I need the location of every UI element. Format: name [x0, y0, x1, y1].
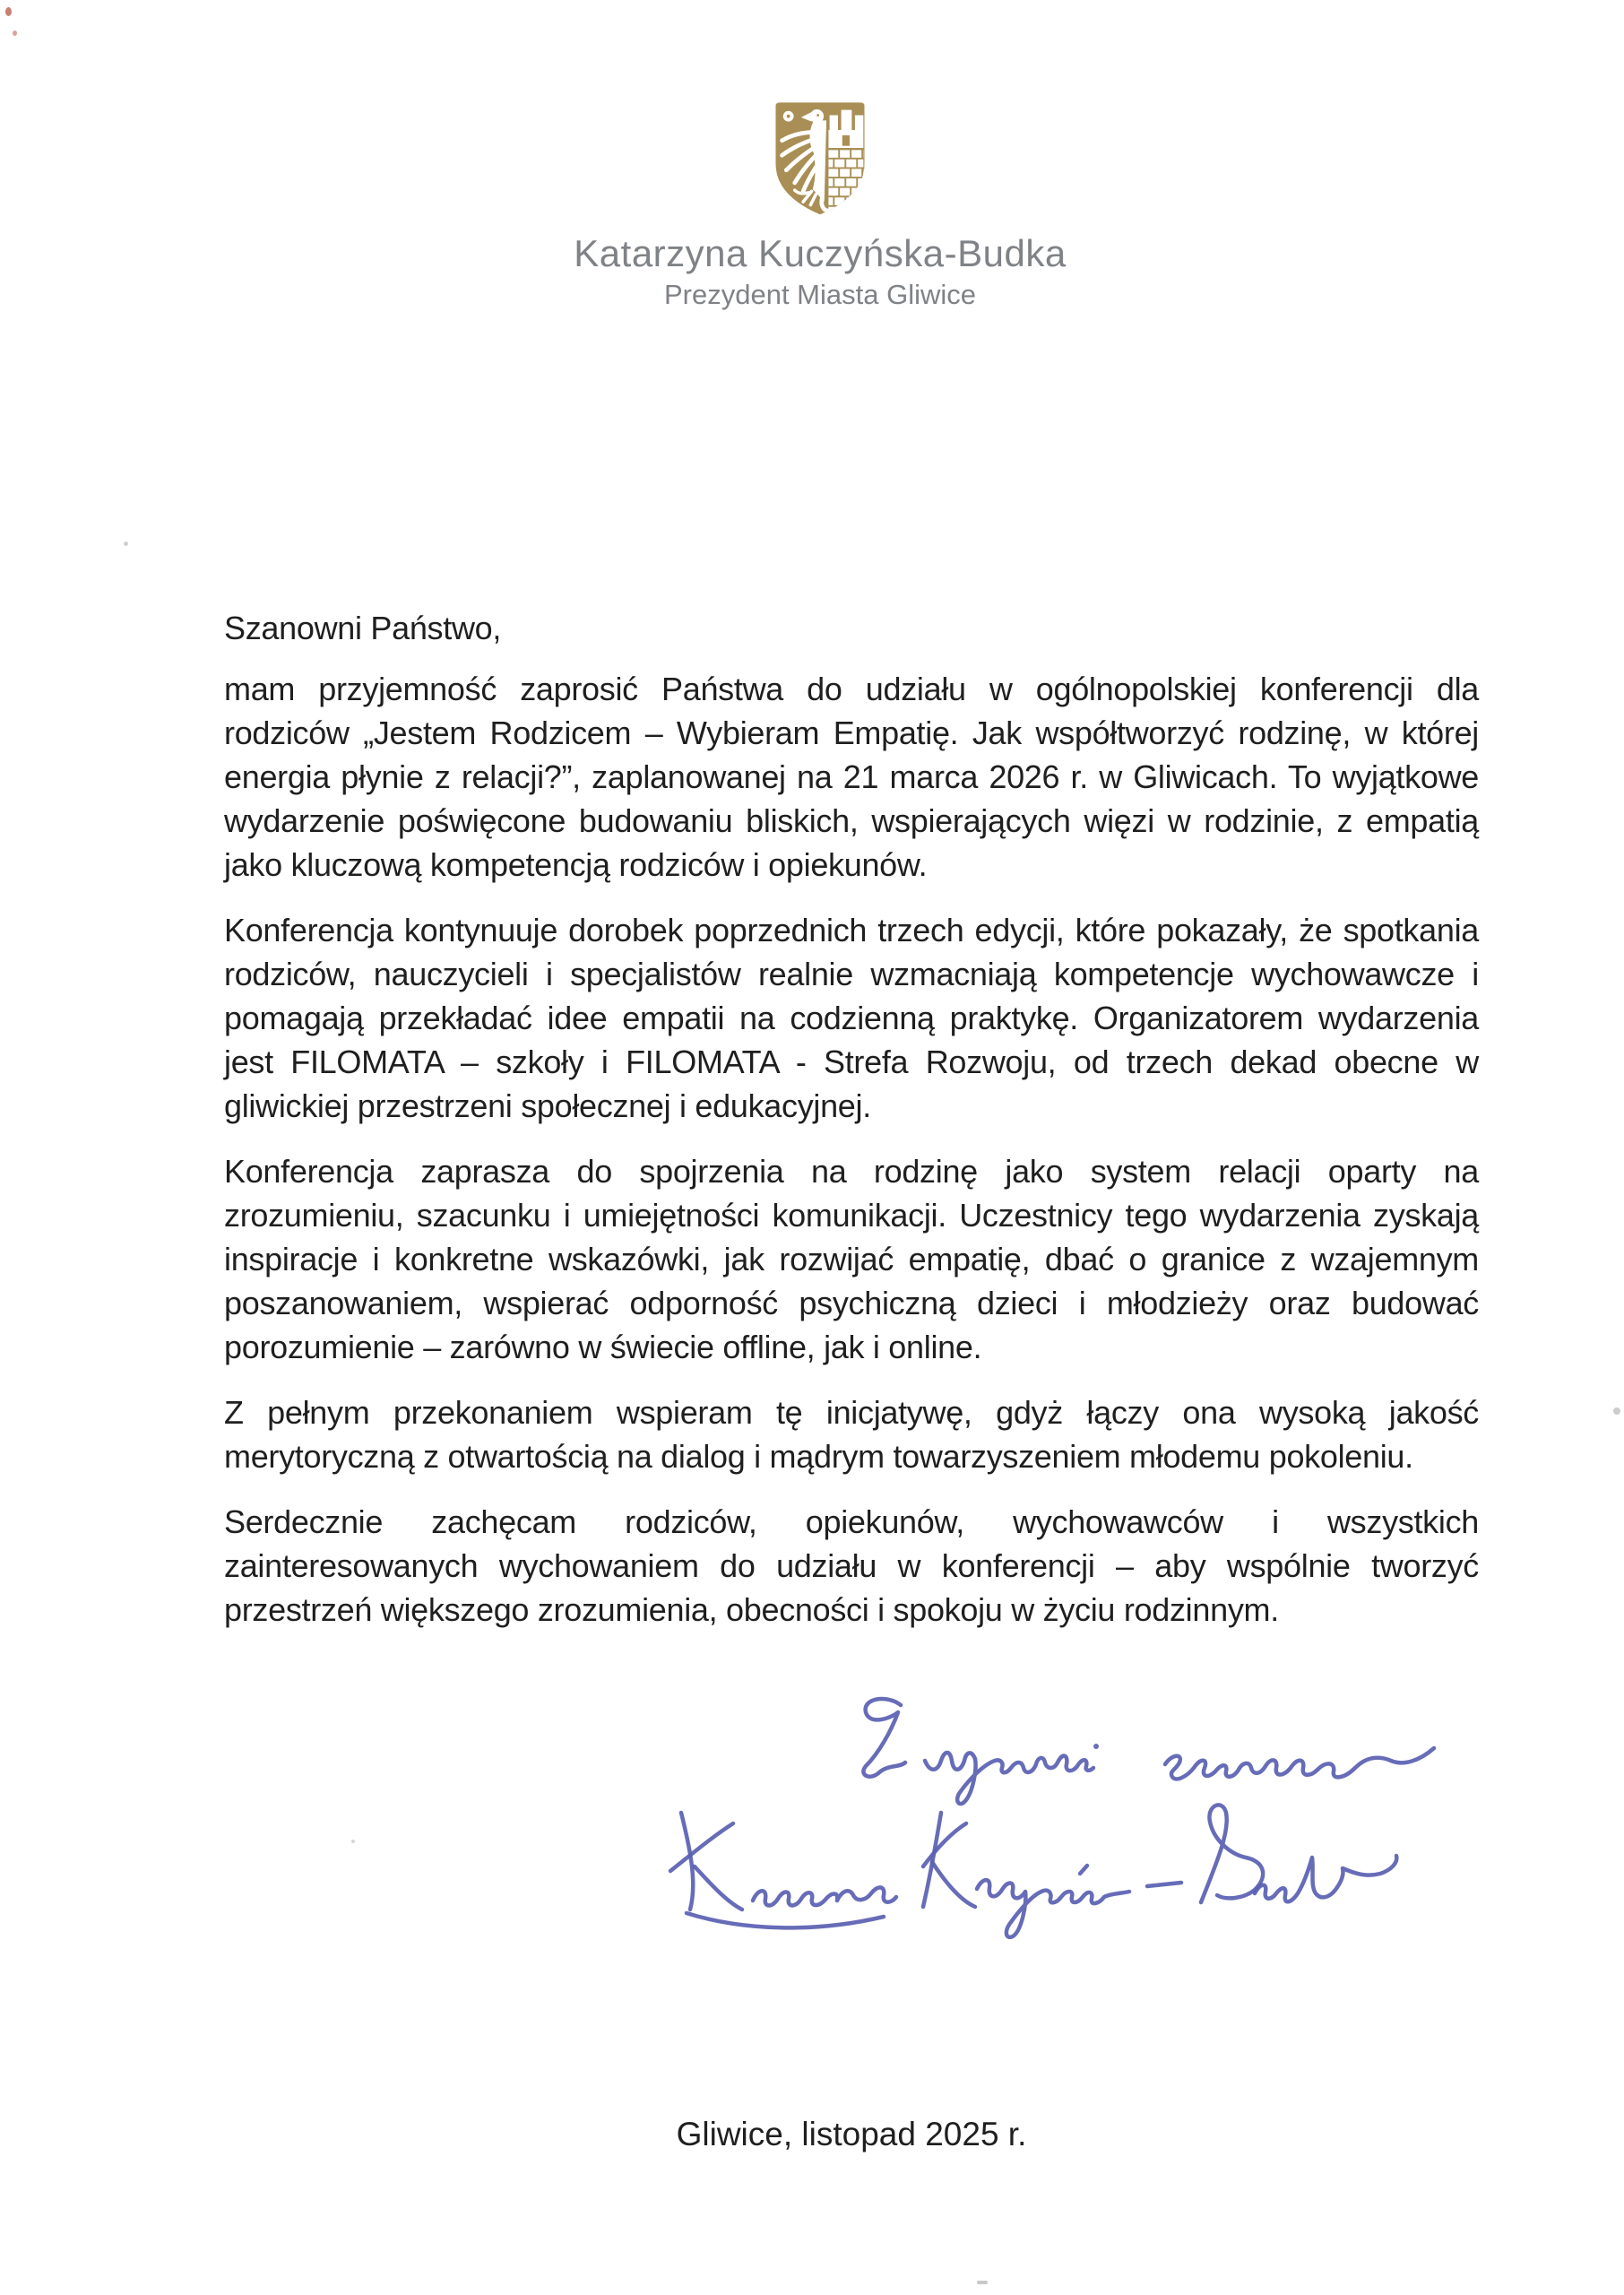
handwritten-signature: [627, 1678, 1452, 1947]
sender-role-title: Prezydent Miasta Gliwice: [663, 279, 976, 310]
letter-paragraph: mam przyjemność zaprosić Państwa do udziału w ogólnopolskiej konferencji dla rodziców „Jestem Rodzicem – Wybieram Empatię. Jak współtworzyć rodzinę, w której energia płynie z relacji?”, zaplanowanej na 21 marca 2026 r. w Gliwicach. To wyjątkowe wydarzenie poświęcone budowaniu bliskich, wspierających więzi w rodzinie, z empatią jako kluczową kompetencją rodziców i opiekunów.: [224, 671, 1479, 883]
tower-glyph: [826, 110, 864, 217]
scan-speck: [977, 2281, 988, 2284]
scan-speck: [1613, 1407, 1620, 1415]
letter-paragraph: Z pełnym przekonaniem wspieram tę inicjatywę, gdyż łączy ona wysoką jakość merytoryczną z otwartością na dialog i mądrym towarzyszeniem młodemu pokoleniu.: [224, 1394, 1479, 1475]
letter-paragraph: Konferencja zaprasza do spojrzenia na rodzinę jako system relacji oparty na zrozumieniu, szacunku i umiejętności komunikacji. Uczestnicy tego wydarzenia zyskają inspiracje i konkretne wskazówki, jak rozwijać empatię, dbać o granice z wzajemnym poszanowaniem, wspierać odporność psychiczną dzieci i młodzieży oraz budować porozumienie – zarówno w świecie offline, jak i online.: [224, 1153, 1479, 1365]
signature-ink-strokes: [627, 1678, 1452, 1947]
letter-paragraph: Konferencja kontynuuje dorobek poprzednich trzech edycji, które pokazały, że spotkania rodziców, nauczycieli i specjalistów realnie wzmacniają kompetencje wychowawcze i pomagają przekładać idee empatii na codzienną praktykę. Organizatorem wydarzenia jest FILOMATA – szkoły i FILOMATA - Strefa Rozwoju, od trzech dekad obecne w gliwickiej przestrzeni społecznej i edukacyjnej.: [224, 912, 1479, 1124]
scan-speck: [13, 30, 17, 36]
scan-speck: [124, 541, 128, 546]
letterhead: [193, 0, 1447, 313]
letter-body: [224, 606, 1479, 1653]
scan-speck: [5, 7, 12, 16]
sender-name: Katarzyna Kuczyńska-Budka: [574, 232, 1067, 274]
place-and-date: Gliwice, listopad 2025 r.: [676, 2116, 1027, 2152]
salutation: Szanowni Państwo,: [224, 610, 502, 646]
letter-paragraph: Serdecznie zachęcam rodziców, opiekunów, wychowawców i wszystkich zainteresowanych wychowaniem do udziału w konferencji – aby wspólnie tworzyć przestrzeń większego zrozumienia, obecności i spokoju w życiu rodzinnym.: [224, 1503, 1479, 1628]
gliwice-coat-of-arms-icon: [765, 100, 875, 219]
scan-speck: [351, 1840, 355, 1843]
